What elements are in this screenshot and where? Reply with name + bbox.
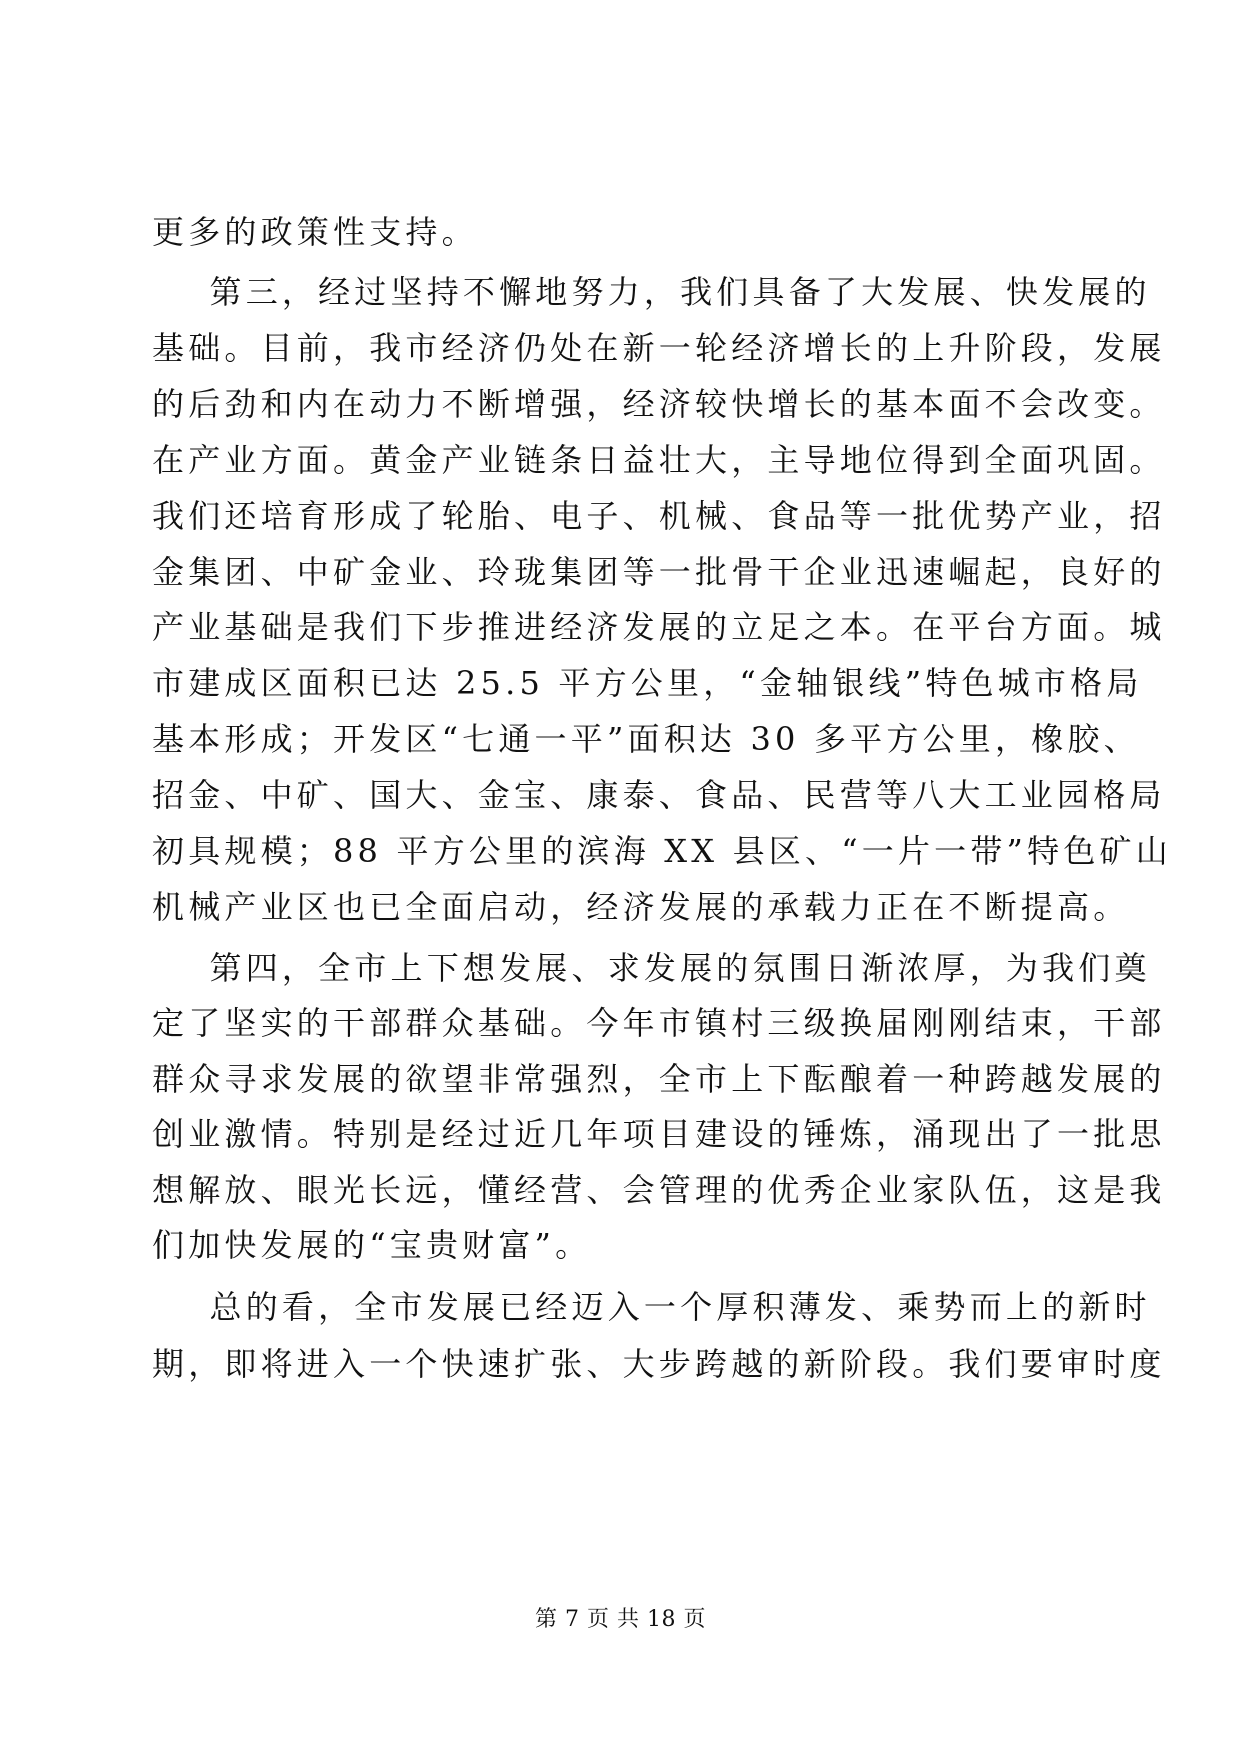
text-line: 在产业方面。黄金产业链条日益壮大，主导地位得到全面巩固。 [152,441,1166,479]
text-line: 基本形成；开发区“七通一平”面积达 30 多平方公里，橡胶、 [152,720,1140,758]
text-line: 总的看，全市发展已经迈入一个厚积薄发、乘势而上的新时 [152,1288,1151,1326]
text-line: 创业激情。特别是经过近几年项目建设的锤炼，涌现出了一批思 [152,1115,1166,1153]
text-line: 想解放、眼光长远，懂经营、会管理的优秀企业家队伍，这是我 [152,1171,1166,1209]
text-line: 金集团、中矿金业、玲珑集团等一批骨干企业迅速崛起，良好的 [152,553,1166,591]
text-line: 初具规模；88 平方公里的滨海 XX 县区、“一片一带”特色矿山 [152,832,1172,870]
text-line: 市建成区面积已达 25.5 平方公里，“金轴银线”特色城市格局 [152,664,1143,702]
text-line: 群众寻求发展的欲望非常强烈，全市上下酝酿着一种跨越发展的 [152,1060,1166,1098]
text-line: 的后劲和内在动力不断增强，经济较快增长的基本面不会改变。 [152,385,1166,423]
page-number-footer: 第 7 页 共 18 页 [535,1607,706,1632]
text-line: 招金、中矿、国大、金宝、康泰、食品、民营等八大工业园格局 [152,776,1166,814]
text-line: 期，即将进入一个快速扩张、大步跨越的新阶段。我们要审时度 [152,1345,1166,1383]
text-line: 第四，全市上下想发展、求发展的氛围日渐浓厚，为我们奠 [152,949,1151,987]
text-line: 机械产业区也已全面启动，经济发展的承载力正在不断提高。 [152,888,1130,926]
text-line: 更多的政策性支持。 [152,213,478,251]
text-line: 我们还培育形成了轮胎、电子、机械、食品等一批优势产业，招 [152,497,1166,535]
text-line: 们加快发展的“宝贵财富”。 [152,1226,592,1264]
text-line: 定了坚实的干部群众基础。今年市镇村三级换届刚刚结束，干部 [152,1004,1166,1042]
text-line: 基础。目前，我市经济仍处在新一轮经济增长的上升阶段，发展 [152,329,1166,367]
text-line: 产业基础是我们下步推进经济发展的立足之本。在平台方面。城 [152,608,1166,646]
text-line: 第三，经过坚持不懈地努力，我们具备了大发展、快发展的 [152,273,1151,311]
